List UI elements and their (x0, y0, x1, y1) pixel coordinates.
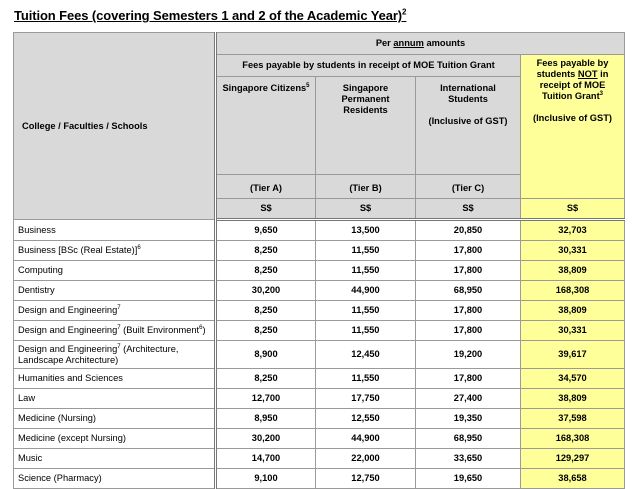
fee-tier-a: 9,650 (216, 220, 316, 241)
fee-tier-d: 38,809 (521, 261, 625, 281)
tuition-fees-table (13, 32, 625, 489)
fee-tier-c: 19,200 (416, 341, 521, 369)
faculty-name: Design and Engineering$^7$ (Built Environment$^6$) (14, 321, 216, 341)
fee-tier-b: 11,550 (316, 241, 416, 261)
fee-tier-c: 17,800 (416, 301, 521, 321)
fee-tier-c: 20,850 (416, 220, 521, 241)
table-row (14, 389, 625, 409)
pr-header: Singapore Permanent Residents (316, 77, 416, 175)
faculty-name: Computing (14, 261, 216, 281)
fee-tier-a: 14,700 (216, 449, 316, 469)
fee-tier-d: 30,331 (521, 321, 625, 341)
currency-a: S$ (216, 199, 316, 220)
fee-tier-b: 11,550 (316, 321, 416, 341)
fee-tier-c: 19,650 (416, 469, 521, 489)
fee-tier-c: 19,350 (416, 409, 521, 429)
fee-tier-a: 8,900 (216, 341, 316, 369)
faculty-name: Design and Engineering$^7$ (14, 301, 216, 321)
fee-tier-b: 13,500 (316, 220, 416, 241)
fee-tier-d: 30,331 (521, 241, 625, 261)
table-row (14, 449, 625, 469)
faculty-name: Design and Engineering$^7$ (Architecture, Landscape Architecture) (14, 341, 216, 369)
tier-c-label: (Tier C) (416, 175, 521, 199)
faculty-name: Music (14, 449, 216, 469)
table-row (14, 341, 625, 369)
table-row (14, 321, 625, 341)
fee-tier-a: 8,250 (216, 321, 316, 341)
currency-b: S$ (316, 199, 416, 220)
fee-tier-a: 30,200 (216, 281, 316, 301)
faculty-name: Medicine (except Nursing) (14, 429, 216, 449)
fee-tier-c: 33,650 (416, 449, 521, 469)
tier-a-label: (Tier A) (216, 175, 316, 199)
table-row (14, 241, 625, 261)
fee-tier-d: 168,308 (521, 281, 625, 301)
faculty-name: Business (14, 220, 216, 241)
faculty-name: Medicine (Nursing) (14, 409, 216, 429)
fee-tier-c: 17,800 (416, 261, 521, 281)
fee-tier-d: 34,570 (521, 369, 625, 389)
table-row (14, 469, 625, 489)
table-row (14, 261, 625, 281)
fee-tier-b: 11,550 (316, 369, 416, 389)
fee-tier-c: 68,950 (416, 429, 521, 449)
international-header: International Students (Inclusive of GST) (416, 77, 521, 175)
fee-tier-d: 38,809 (521, 389, 625, 409)
fee-tier-d: 38,658 (521, 469, 625, 489)
fee-tier-a: 8,250 (216, 301, 316, 321)
fee-tier-d: 37,598 (521, 409, 625, 429)
fee-tier-c: 17,800 (416, 241, 521, 261)
faculty-name: Science (Pharmacy) (14, 469, 216, 489)
citizens-header: Singapore Citizens$^5$ (216, 77, 316, 175)
fee-tier-c: 27,400 (416, 389, 521, 409)
no-grant-header: Fees payable by students NOT in receipt of MOE Tuition Grant$^3$ (Inclusive of GST) (521, 55, 625, 199)
fee-tier-a: 8,250 (216, 241, 316, 261)
fee-tier-a: 8,950 (216, 409, 316, 429)
table-row (14, 301, 625, 321)
faculty-name: Law (14, 389, 216, 409)
fee-tier-c: 17,800 (416, 369, 521, 389)
fee-tier-d: 32,703 (521, 220, 625, 241)
moe-grant-header: Fees payable by students in receipt of MOE Tuition Grant (216, 55, 521, 77)
fee-tier-a: 8,250 (216, 369, 316, 389)
faculty-name: Humanities and Sciences (14, 369, 216, 389)
fee-tier-a: 30,200 (216, 429, 316, 449)
fee-tier-a: 9,100 (216, 469, 316, 489)
fee-tier-c: 17,800 (416, 321, 521, 341)
per-annum-header: Per annum amounts (216, 33, 625, 55)
table-row (14, 220, 625, 241)
fee-tier-d: 129,297 (521, 449, 625, 469)
fee-tier-b: 11,550 (316, 301, 416, 321)
table-row (14, 409, 625, 429)
table-row (14, 281, 625, 301)
page-title: Tuition Fees (covering Semesters 1 and 2 of the Academic Year)$^2$ (14, 7, 407, 23)
currency-c: S$ (416, 199, 521, 220)
fee-tier-a: 12,700 (216, 389, 316, 409)
fee-tier-b: 12,450 (316, 341, 416, 369)
fee-tier-b: 17,750 (316, 389, 416, 409)
fee-tier-b: 12,750 (316, 469, 416, 489)
fee-tier-d: 168,308 (521, 429, 625, 449)
fee-tier-b: 44,900 (316, 429, 416, 449)
fee-tier-c: 68,950 (416, 281, 521, 301)
faculty-name: Dentistry (14, 281, 216, 301)
tier-b-label: (Tier B) (316, 175, 416, 199)
fee-tier-d: 39,617 (521, 341, 625, 369)
fee-tier-b: 11,550 (316, 261, 416, 281)
fee-tier-d: 38,809 (521, 301, 625, 321)
fee-tier-b: 22,000 (316, 449, 416, 469)
fee-tier-a: 8,250 (216, 261, 316, 281)
fee-tier-b: 12,550 (316, 409, 416, 429)
fee-tier-b: 44,900 (316, 281, 416, 301)
currency-d: S$ (521, 199, 625, 220)
table-row (14, 369, 625, 389)
college-column-header: College / Faculties / Schools (14, 33, 216, 220)
table-row (14, 429, 625, 449)
faculty-name: Business [BSc (Real Estate)]$^6$ (14, 241, 216, 261)
